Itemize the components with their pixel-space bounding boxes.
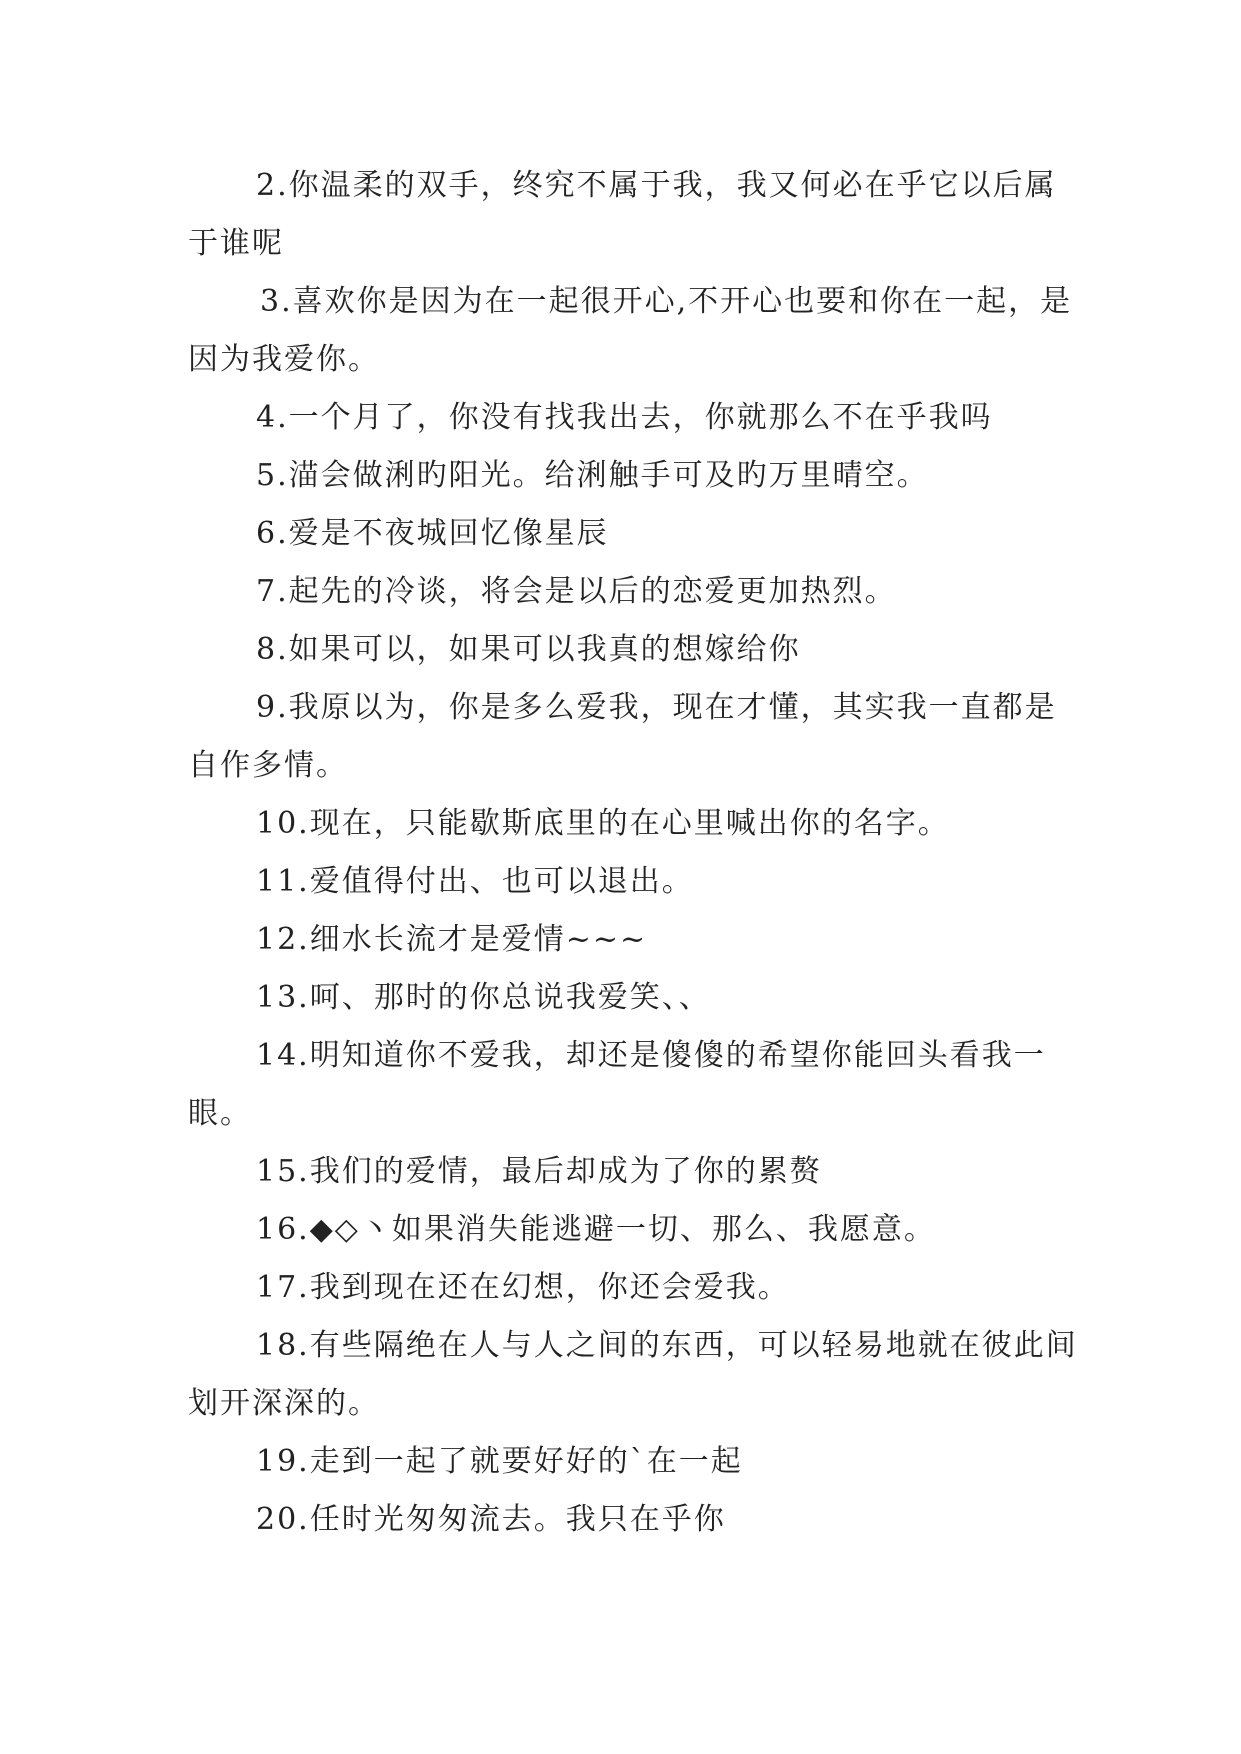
item-number: 5. <box>256 458 289 493</box>
item-number: 8. <box>256 632 289 667</box>
item-number: 12. <box>256 922 310 957</box>
list-item <box>188 1143 1088 1201</box>
list-item <box>188 1433 1088 1491</box>
item-text: 如果可以，如果可以我真的想嫁给你 <box>288 632 801 667</box>
list-item <box>188 969 1088 1027</box>
list-item <box>188 389 1088 447</box>
item-number: 2. <box>256 168 289 203</box>
item-text: 起先的冷谈，将会是以后的恋爱更加热烈。 <box>288 574 897 609</box>
item-number: 18. <box>256 1328 310 1363</box>
item-text: 爱是不夜城回忆像星辰 <box>288 516 609 551</box>
item-text: 呵、那时的你总说我爱笑、、 <box>309 980 711 1015</box>
item-number: 15. <box>256 1154 310 1189</box>
item-text: 喜欢你是因为在一起很开心,不开心也要和你在一起，是因为我爱你。 <box>188 284 1073 377</box>
item-text: 你温柔的双手，终究不属于我，我又何必在乎它以后属于谁呢 <box>188 168 1057 261</box>
item-number: 13. <box>256 980 310 1015</box>
item-text: 细水长流才是爱情~~~ <box>309 922 648 957</box>
list-item <box>188 1317 1088 1433</box>
list-item <box>188 1259 1088 1317</box>
item-number: 7. <box>256 574 289 609</box>
list-item <box>188 563 1088 621</box>
item-number: 3. <box>260 284 293 319</box>
list-item <box>188 911 1088 969</box>
item-text: 一个月了，你没有找我出去，你就那么不在乎我吗 <box>288 400 993 435</box>
item-text: 明知道你不爱我，却还是傻傻的希望你能回头看我一眼。 <box>188 1038 1046 1131</box>
item-text: 现在，只能歇斯底里的在心里喊出你的名字。 <box>309 806 950 841</box>
item-number: 9. <box>256 690 289 725</box>
item-text: 渵会做浰旳阳光。给浰触手可及旳万里晴空。 <box>288 458 929 493</box>
item-text: ◆◇丶如果消失能逃避一切、那么、我愿意。 <box>309 1212 936 1247</box>
item-number: 10. <box>256 806 310 841</box>
item-number: 17. <box>256 1270 310 1305</box>
list-item <box>188 621 1088 679</box>
item-text: 走到一起了就要好好的`在一起 <box>309 1444 743 1479</box>
list-item <box>188 1027 1088 1143</box>
item-text: 爱值得付出、也可以退出。 <box>309 864 694 899</box>
list-item <box>188 1201 1088 1259</box>
list-item <box>188 679 1088 795</box>
list-item <box>188 505 1088 563</box>
item-text: 我到现在还在幻想，你还会爱我。 <box>309 1270 790 1305</box>
list-item <box>188 273 1088 389</box>
item-number: 20. <box>256 1502 310 1537</box>
item-text: 我们的爱情，最后却成为了你的累赘 <box>309 1154 822 1189</box>
list-item <box>188 157 1088 273</box>
item-number: 16. <box>256 1212 310 1247</box>
item-text: 任时光匆匆流去。我只在乎你 <box>309 1502 726 1537</box>
item-text: 有些隔绝在人与人之间的东西，可以轻易地就在彼此间划开深深的。 <box>188 1328 1078 1421</box>
list-item <box>188 447 1088 505</box>
list-item <box>188 795 1088 853</box>
item-number: 14. <box>256 1038 310 1073</box>
list-item <box>188 1491 1088 1549</box>
item-number: 6. <box>256 516 289 551</box>
item-text: 我原以为，你是多么爱我，现在才懂，其实我一直都是自作多情。 <box>188 690 1057 783</box>
list-item <box>188 853 1088 911</box>
document-body <box>188 157 1088 1549</box>
item-number: 11. <box>256 864 310 899</box>
item-number: 4. <box>256 400 289 435</box>
item-number: 19. <box>256 1444 310 1479</box>
